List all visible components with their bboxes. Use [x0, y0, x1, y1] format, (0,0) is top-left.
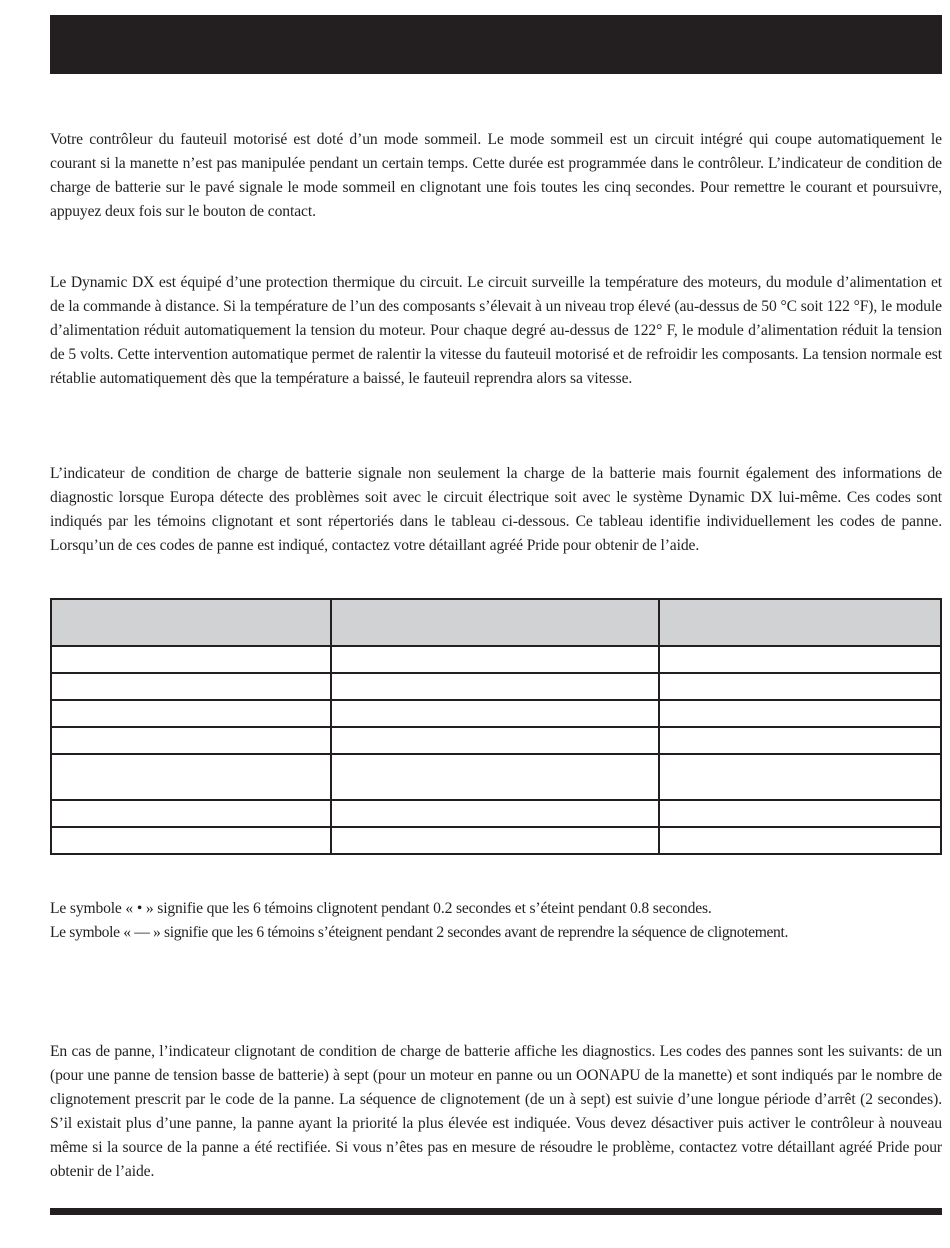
- table-cell: [51, 727, 331, 754]
- paragraph-diagnostics-intro: L’indicateur de condition de charge de batterie signale non seulement la charge de la batterie mais fournit également des informations de diagnostic lorsque Europa détecte des problèmes soit avec le circuit électrique soit avec le système Dynamic DX lui-même. Ces codes sont indiqués par les témoins clignotant et sont répertoriés dans le tableau ci-dessous. Ce tableau identifie individuellement les codes de panne. Lorsqu’un de ces codes de panne est indiqué, contactez votre détaillant agréé Pride pour obtenir de l’aide.: [50, 465, 942, 554]
- table-cell: [331, 800, 659, 827]
- paragraph-sleep-mode: Votre contrôleur du fauteuil motorisé est doté d’un mode sommeil. Le mode sommeil est un circuit intégré qui coupe automatiquement le courant si la manette n’est pas manipulée pendant un certain temps. Cette durée est programmée dans le contrôleur. L’indicateur de condition de charge de batterie sur le pavé signale le mode sommeil en clignotant une fois toutes les cinq secondes. Pour remettre le courant et poursuivre, appuyez deux fois sur le bouton de contact.: [50, 131, 942, 220]
- header-bar: [50, 15, 942, 74]
- table-cell: [331, 754, 659, 800]
- note-dot-symbol: Le symbole « • » signifie que les 6 témoins clignotent pendant 0.2 secondes et s’éteint pendant 0.8 secondes.: [50, 900, 712, 917]
- table-cell: [51, 827, 331, 854]
- paragraph-thermal-protection: Le Dynamic DX est équipé d’une protection thermique du circuit. Le circuit surveille la température des moteurs, du module d’alimentation et de la commande à distance. Si la température de l’un des composants s’élevait à un niveau trop élevé (au-dessus de 50 °C soit 122 °F), le module d’alimentation réduit automatiquement la tension du moteur. Pour chaque degré au-dessus de 122° F, le module d’alimentation réduit la tension de 5 volts. Cette intervention automatique permet de ralentir la vitesse du fauteuil motorisé et de refroidir les composants. La tension normale est rétablie automatiquement dès que la température a baissé, le fauteuil reprendra alors sa vitesse.: [50, 274, 942, 387]
- note-dash-symbol: Le symbole « — » signifie que les 6 témoins s’éteignent pendant 2 secondes avant de reprendre la séquence de clignotement.: [50, 924, 789, 941]
- table-cell: [659, 727, 941, 754]
- paragraph-fault-codes: En cas de panne, l’indicateur clignotant de condition de charge de batterie affiche les diagnostics. Les codes des pannes sont les suivants: de un (pour une panne de tension basse de batterie) à sept (pour un moteur en panne ou un OONAPU de la manette) et sont indiqués par le nombre de clignotement prescrit par le code de la panne. La séquence de clignotement (de un à sept) est suivie d’une longue période d’arrêt (2 secondes). S’il existait plus d’une panne, la panne ayant la priorité la plus élevée est indiquée. Vous devez désactiver puis activer le contrôleur à nouveau même si la source de la panne a été rectifiée. Si vous n’êtes pas en mesure de résoudre le problème, contactez votre détaillant agréé Pride pour obtenir de l’aide.: [50, 1043, 942, 1180]
- table-cell: [331, 727, 659, 754]
- table-row: [51, 727, 941, 754]
- table-cell: [51, 646, 331, 673]
- table-cell: [331, 673, 659, 700]
- table-cell: [51, 754, 331, 800]
- table-row: [51, 673, 941, 700]
- table-row: [51, 827, 941, 854]
- table-header-row: [51, 599, 941, 646]
- table-header-cell: [51, 599, 331, 646]
- table-cell: [659, 754, 941, 800]
- table-row: [51, 754, 941, 800]
- table-cell: [659, 700, 941, 727]
- fault-table: [50, 598, 942, 855]
- footer-rule: [50, 1208, 942, 1215]
- table-cell: [659, 646, 941, 673]
- table-cell: [51, 700, 331, 727]
- table-cell: [331, 827, 659, 854]
- table-header-cell: [331, 599, 659, 646]
- table-header-cell: [659, 599, 941, 646]
- table-cell: [331, 700, 659, 727]
- table-row: [51, 800, 941, 827]
- table-row: [51, 700, 941, 727]
- table-cell: [659, 800, 941, 827]
- fault-code-table: [50, 598, 942, 855]
- table-cell: [51, 673, 331, 700]
- table-cell: [659, 827, 941, 854]
- table-cell: [331, 646, 659, 673]
- table-cell: [51, 800, 331, 827]
- table-cell: [659, 673, 941, 700]
- table-row: [51, 646, 941, 673]
